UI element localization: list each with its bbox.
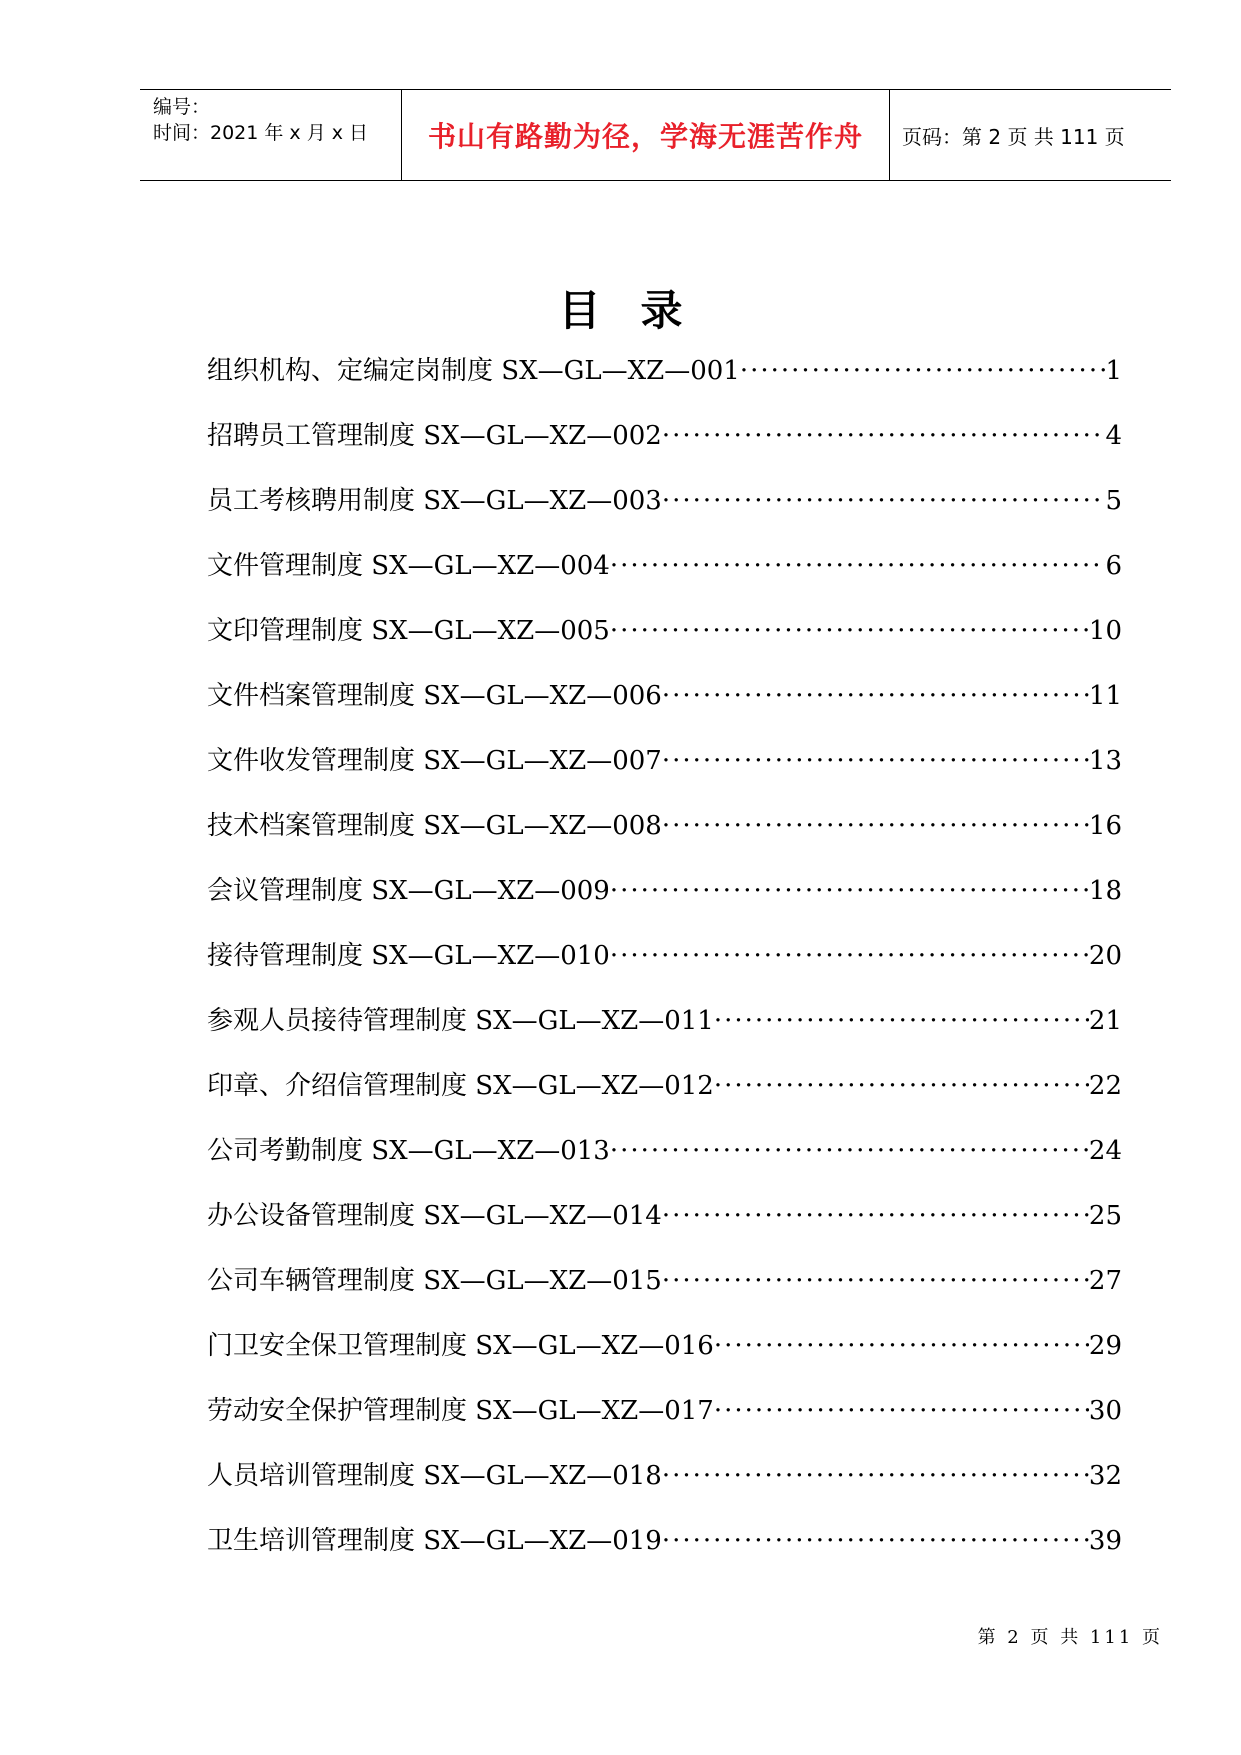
header-meta-cell [140, 90, 402, 180]
toc-entry[interactable] [207, 1261, 1122, 1326]
toc-entry-title: 员工考核聘用制度 SX—GL—XZ—003 [207, 486, 662, 516]
toc-entry-page: 20 [1088, 941, 1122, 971]
toc-leader-dots [610, 611, 1089, 651]
toc-entry-page: 29 [1088, 1331, 1122, 1361]
toc-leader-dots [610, 936, 1089, 976]
document-date: 时间：2021 年 x 月 x 日 [153, 122, 369, 144]
table-of-contents [207, 351, 1122, 1586]
toc-entry[interactable] [207, 546, 1122, 611]
toc-leader-dots [662, 1456, 1089, 1496]
toc-entry[interactable] [207, 1456, 1122, 1521]
toc-entry-title: 接待管理制度 SX—GL—XZ—010 [207, 941, 610, 971]
toc-entry-page: 16 [1088, 811, 1122, 841]
toc-entry-title: 文件收发管理制度 SX—GL—XZ—007 [207, 746, 662, 776]
toc-entry-title: 参观人员接待管理制度 SX—GL—XZ—011 [207, 1006, 714, 1036]
toc-entry[interactable] [207, 1326, 1122, 1391]
toc-entry-title: 公司车辆管理制度 SX—GL—XZ—015 [207, 1266, 662, 1296]
toc-entry-title: 会议管理制度 SX—GL—XZ—009 [207, 876, 610, 906]
toc-entry-title: 卫生培训管理制度 SX—GL—XZ—019 [207, 1526, 662, 1556]
toc-entry[interactable] [207, 351, 1122, 416]
toc-entry-title: 招聘员工管理制度 SX—GL—XZ—002 [207, 421, 662, 451]
toc-entry[interactable] [207, 1131, 1122, 1196]
toc-leader-dots [610, 546, 1106, 586]
toc-leader-dots [740, 351, 1106, 391]
toc-leader-dots [662, 1261, 1089, 1301]
toc-leader-dots [662, 741, 1089, 781]
toc-entry-page: 21 [1088, 1006, 1122, 1036]
toc-leader-dots [662, 676, 1089, 716]
toc-entry-title: 组织机构、定编定岗制度 SX—GL—XZ—001 [207, 356, 740, 386]
toc-leader-dots [610, 871, 1089, 911]
toc-leader-dots [662, 1521, 1089, 1561]
toc-entry-title: 文印管理制度 SX—GL—XZ—005 [207, 616, 610, 646]
toc-leader-dots [714, 1001, 1089, 1041]
document-number-label: 编号： [153, 96, 211, 118]
document-header [140, 89, 1171, 181]
toc-entry[interactable] [207, 871, 1122, 936]
toc-entry[interactable] [207, 936, 1122, 1001]
toc-entry[interactable] [207, 741, 1122, 806]
toc-leader-dots [662, 1196, 1089, 1236]
toc-entry-page: 10 [1088, 616, 1122, 646]
toc-entry-title: 文件档案管理制度 SX—GL—XZ—006 [207, 681, 662, 711]
toc-entry-page: 4 [1105, 421, 1122, 451]
toc-entry-title: 劳动安全保护管理制度 SX—GL—XZ—017 [207, 1396, 714, 1426]
toc-entry[interactable] [207, 676, 1122, 741]
toc-entry[interactable] [207, 1391, 1122, 1456]
toc-leader-dots [714, 1326, 1089, 1366]
toc-entry-page: 6 [1105, 551, 1122, 581]
toc-leader-dots [714, 1391, 1089, 1431]
toc-entry-page: 22 [1088, 1071, 1122, 1101]
header-page-cell [890, 90, 1171, 180]
toc-entry-page: 1 [1105, 356, 1122, 386]
header-page-info: 页码：第 2 页 共 111 页 [902, 124, 1125, 149]
toc-entry-page: 5 [1105, 486, 1122, 516]
toc-entry[interactable] [207, 806, 1122, 871]
toc-entry[interactable] [207, 481, 1122, 546]
toc-entry-page: 32 [1088, 1461, 1122, 1491]
toc-entry[interactable] [207, 1196, 1122, 1261]
toc-entry-title: 技术档案管理制度 SX—GL—XZ—008 [207, 811, 662, 841]
toc-entry-page: 39 [1088, 1526, 1122, 1556]
toc-entry-title: 人员培训管理制度 SX—GL—XZ—018 [207, 1461, 662, 1491]
toc-entry-title: 门卫安全保卫管理制度 SX—GL—XZ—016 [207, 1331, 714, 1361]
toc-entry-page: 30 [1088, 1396, 1122, 1426]
toc-entry-page: 18 [1088, 876, 1122, 906]
toc-entry[interactable] [207, 611, 1122, 676]
toc-entry-title: 办公设备管理制度 SX—GL—XZ—014 [207, 1201, 662, 1231]
toc-entry[interactable] [207, 1001, 1122, 1066]
toc-entry[interactable] [207, 1521, 1122, 1586]
toc-entry-page: 11 [1088, 681, 1122, 711]
toc-title: 目录 [558, 286, 723, 335]
toc-leader-dots [662, 416, 1106, 456]
toc-entry-title: 印章、介绍信管理制度 SX—GL—XZ—012 [207, 1071, 714, 1101]
toc-entry-page: 25 [1088, 1201, 1122, 1231]
header-motto: 书山有路勤为径，学海无涯苦作舟 [427, 120, 863, 153]
toc-leader-dots [662, 481, 1106, 521]
header-motto-cell [402, 90, 890, 180]
toc-entry-page: 13 [1088, 746, 1122, 776]
toc-leader-dots [662, 806, 1089, 846]
toc-entry-page: 24 [1088, 1136, 1122, 1166]
toc-entry[interactable] [207, 1066, 1122, 1131]
toc-leader-dots [610, 1131, 1089, 1171]
toc-leader-dots [714, 1066, 1089, 1106]
toc-entry[interactable] [207, 416, 1122, 481]
page-footer: 第 2 页 共 111 页 [977, 1627, 1163, 1648]
toc-entry-page: 27 [1088, 1266, 1122, 1296]
toc-entry-title: 公司考勤制度 SX—GL—XZ—013 [207, 1136, 610, 1166]
toc-entry-title: 文件管理制度 SX—GL—XZ—004 [207, 551, 610, 581]
